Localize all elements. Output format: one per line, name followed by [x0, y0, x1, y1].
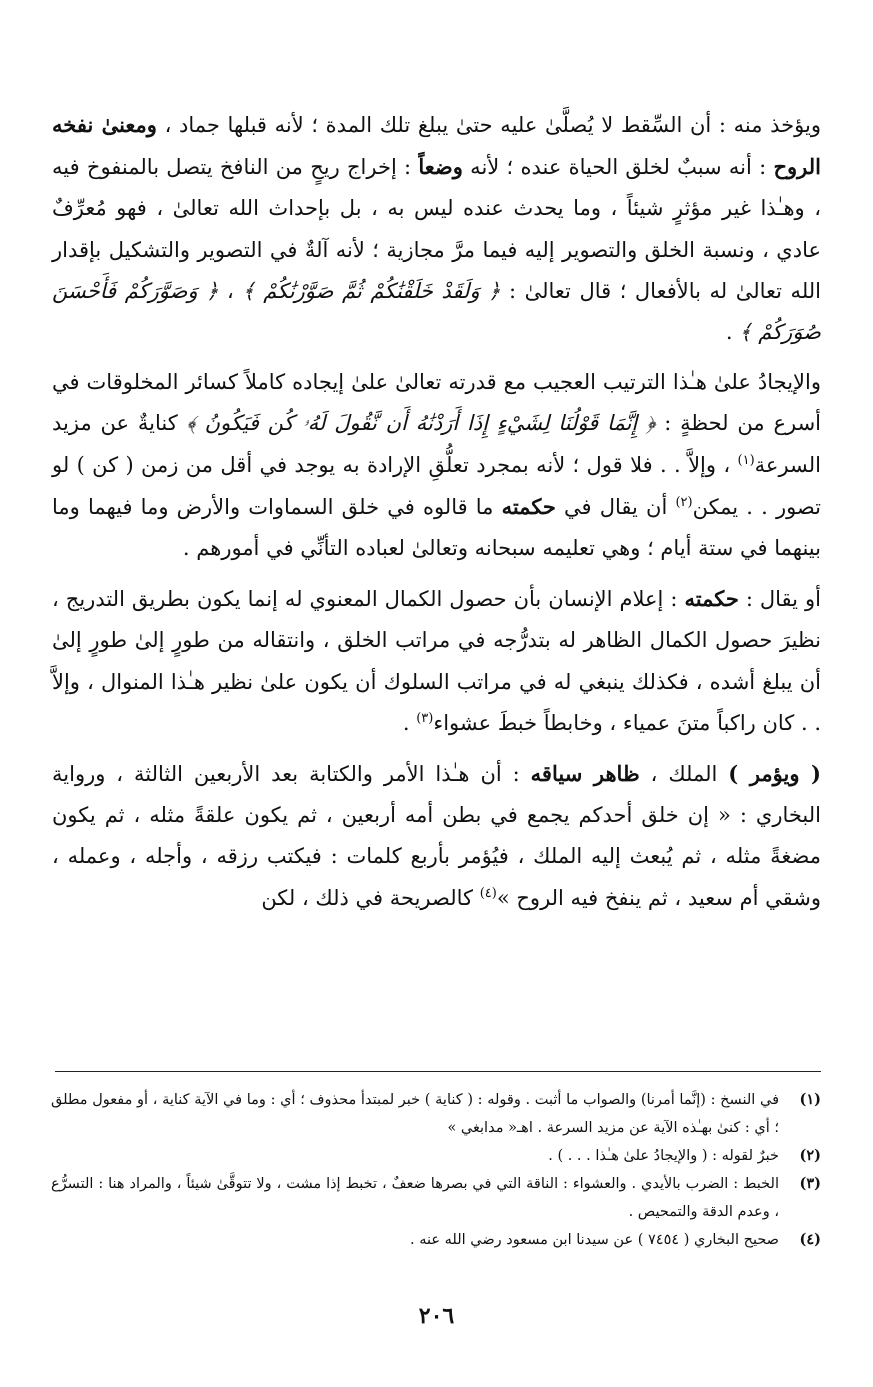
text-run: ، [218, 278, 243, 303]
text-run: . [725, 320, 740, 345]
footnote-text: خبرٌ لقوله : ( والإيجادُ علىٰ هـٰذا . . . ) . [548, 1148, 779, 1164]
page-number: ٢٠٦ [418, 1303, 455, 1329]
text-run: . [402, 710, 417, 735]
bold-term: ومعنىٰ نفخه الروح [52, 112, 821, 180]
footnote-number: (٣) [799, 1175, 821, 1192]
footnote-text: صحيح البخاري ( ٧٤٥٤ ) عن سيدنا ابن مسعود رضي الله عنه . [410, 1232, 779, 1248]
text-run: ويؤخذ منه : أن السِّقط لا يُصلَّىٰ عليه حتىٰ يبلغ تلك المدة ؛ لأنه قبلها جماد ، [156, 113, 821, 137]
footnote-ref: (٣) [416, 710, 434, 726]
footnote-ref: (١) [737, 452, 755, 468]
paragraph [52, 362, 821, 569]
text-run: ، وإلاَّ . . فلا قول ؛ لأنه بمجرد تعلُّقِ الإرادة به يوجد في أقل من زمن ( كن ) لو تصور . . يمكن [52, 452, 821, 519]
footnote-number: (٢) [799, 1147, 821, 1164]
bold-term: حكمته [684, 586, 739, 612]
text-run: : أنه سببٌ لخلق الحياة عنده ؛ لأنه [462, 155, 774, 180]
text-run: كالصريحة في ذلك ، لكن [261, 885, 480, 910]
bold-term: حكمته [501, 493, 556, 519]
bold-term: ظاهر سياقه [530, 761, 640, 787]
text-run: ما قالوه في خلق السماوات والأرض وما فيهما وما بينهما في ستة أيام ؛ وهي تعليمه سبحانه وتعالىٰ لعباده التأنِّي في أمورهم . [52, 494, 821, 561]
quran-verse: ﴿ وَصَوَّرَكُمْ فَأَحْسَنَ صُوَرَكُمْ ﴾ [52, 278, 821, 345]
footnotes [51, 1086, 821, 1254]
paragraph [52, 753, 821, 919]
text-run: أن يقال في [555, 494, 676, 519]
quran-verse: ﴿ وَلَقَدْ خَلَقْنَٰكُمْ ثُمَّ صَوَّرْنَٰكُمْ ﴾ [242, 278, 501, 303]
bold-term: وضعاً [418, 154, 463, 180]
bold-term: ( ويؤمر ) [728, 761, 821, 787]
paragraph [52, 104, 821, 353]
quran-verse: ﴿ إِنَّمَا قَوْلُنَا لِشَيْءٍ إِذَا أَرَدْنَٰهُ أَن نَّقُولَ لَهُۥ كُن فَيَكُونُ ﴾ [186, 411, 656, 436]
footnote-ref: (٤) [479, 885, 497, 901]
footnote [51, 1170, 821, 1226]
paragraph [52, 578, 821, 744]
footnote-divider [55, 1071, 821, 1072]
footnote-number: (٤) [799, 1231, 821, 1248]
text-run: الملك ، [639, 762, 729, 787]
main-text [52, 104, 821, 919]
footnote-text: في النسخ : (إنَّما أمرنا) والصواب ما أثبت . وقوله : ( كناية ) خبر لمبتدأ محذوف ؛ أي : وما في الآية كناية ، أو مفعول مطلق ؛ أي : كنىٰ بهـٰذه الآية عن مزيد السرعة . اهـ« مدابغي » [51, 1092, 779, 1136]
text-run: : أن هـٰذا الأمر والكتابة بعد الأربعين الثالثة ، ورواية البخاري : « إن خلق أحدكم يجمع في بطن أمه أربعين ، ثم يكون علقةً مثله ، ثم يكون مضغةً مثله ، ثم يُبعث إليه الملك ، فيُؤمر بأربع كلمات : فيكتب رزقه ، وأجله ، وعمله ، وشقي أم سعيد ، ثم ينفخ فيه الروح » [52, 762, 821, 910]
text-run: والإيجادُ علىٰ هـٰذا الترتيب العجيب مع قدرته تعالىٰ علىٰ إيجاده كاملاً كسائر المخلوقات في أسرع من لحظةٍ : [52, 370, 822, 436]
footnote-number: (١) [799, 1091, 821, 1108]
footnote [51, 1142, 821, 1170]
text-run: : إخراج ريحٍ من النافخ يتصل بالمنفوخ فيه ، وهـٰذا غير مؤثرٍ شيئاً ، وما يحدث عنده ليس به ، بل بإحداث الله تعالىٰ ، فهو مُعرِّفٌ عادي ، ونسبة الخلق والتصوير إليه فيما مرَّ مجازية ؛ لأنه آلةٌ في التصوير والتشكيل بإقدار الله تعالىٰ له بالأفعال ؛ قال تعالىٰ : [52, 155, 821, 303]
footnote [51, 1226, 821, 1254]
text-run: أو يقال : [738, 587, 822, 612]
text-run: كنايةٌ عن مزيد السرعة [52, 411, 821, 477]
text-run: : إعلام الإنسان بأن حصول الكمال المعنوي له إنما يكون بطريق التدريج ، نظيرَ حصول الكمال الظاهر له بتدرُّجه في مراتب الخلق ، وانتقاله من طورٍ إلىٰ طورٍ إلىٰ أن يبلغ أشده ، فكذلك ينبغي له في مراتب السلوك أن يكون علىٰ نظير هـٰذا المنوال ، وإلاَّ . . كان راكباً متنَ عمياء ، وخابطاً خبطَ عشواء [52, 587, 821, 735]
footnote [51, 1086, 821, 1142]
footnote-text: الخبط : الضرب بالأيدي . والعشواء : الناقة التي في بصرها ضعفٌ ، تخبط إذا مشت ، ولا تتوقَّىٰ شيئاً ، والمراد هنا : التسرُّع ، وعدم الدقة والتمحيص . [51, 1176, 779, 1220]
footnote-ref: (٢) [675, 494, 693, 510]
